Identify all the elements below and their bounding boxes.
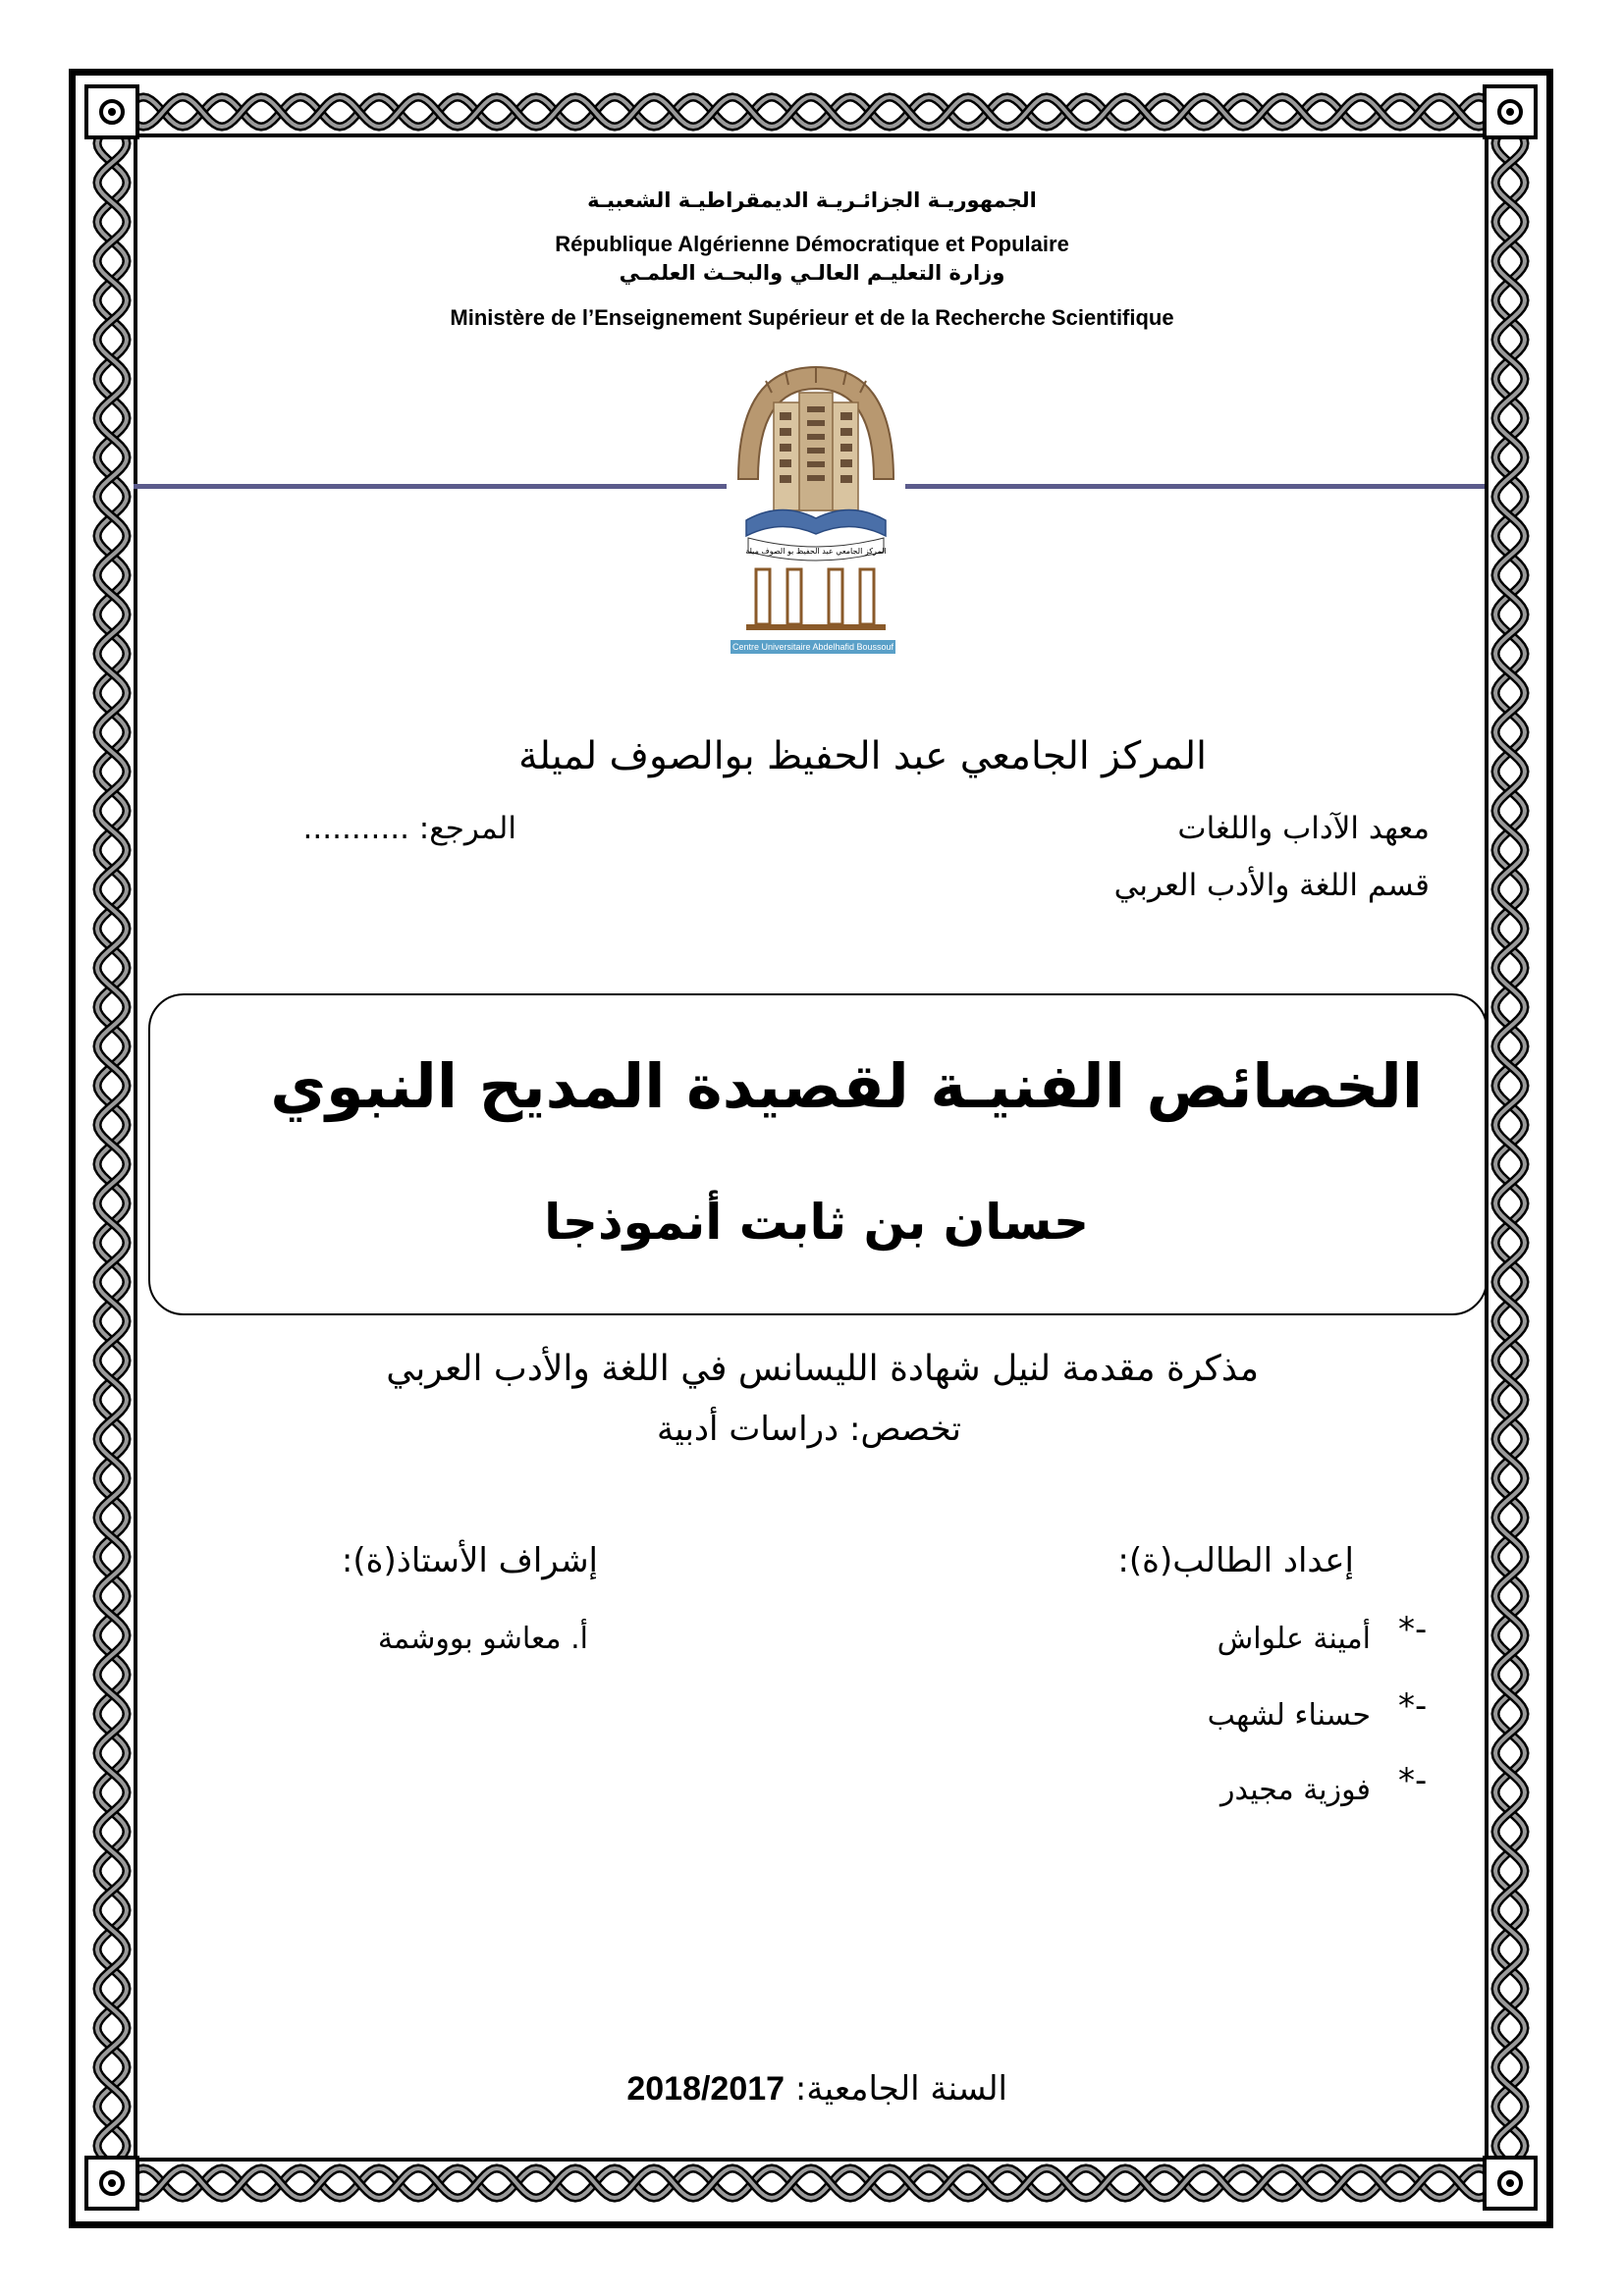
- decorative-border-bottom: [84, 2156, 1538, 2211]
- decorative-border-right: [1483, 84, 1538, 2211]
- logo-graphic: [727, 363, 905, 666]
- divider-left: [134, 484, 727, 489]
- student-bullet: *-: [1398, 1761, 1428, 1800]
- academic-year: [626, 2069, 1007, 2109]
- logo-arabic-banner: المركز الجامعي عبد الحفيظ بو الصوف ميلة: [745, 547, 887, 556]
- thesis-title: الخصائص الفنيـة لقصيدة المديح النبوي: [270, 1050, 1423, 1122]
- department-name: قسم اللغة والأدب العربي: [1113, 868, 1430, 903]
- academic-year-label: السنة الجامعية:: [794, 2069, 1007, 2109]
- corner-ornament-top-right: [1483, 84, 1538, 139]
- ministry-french: Ministère de l’Enseignement Supérieur et de la Recherche Scientifique: [450, 305, 1174, 330]
- center-name: المركز الجامعي عبد الحفيظ بوالصوف لميلة: [518, 734, 1207, 778]
- thesis-specialty: تخصص: دراسات أدبية: [656, 1410, 961, 1449]
- republic-french: République Algérienne Démocratique et Populaire: [555, 232, 1069, 256]
- ministry-arabic: وزارة التعليـم العالـي والبحـث العلمـي: [619, 261, 1005, 285]
- student-name: حسناء لشهب: [1207, 1698, 1371, 1733]
- supervisor-heading: إشراف الأستاذ(ة):: [341, 1541, 598, 1580]
- university-logo: [727, 363, 905, 666]
- academic-year-value: 2018/2017: [626, 2070, 785, 2108]
- student-bullet: *-: [1398, 1686, 1428, 1726]
- corner-ornament-bottom-right: [1483, 2156, 1538, 2211]
- thesis-purpose: مذكرة مقدمة لنيل شهادة الليسانس في اللغة والأدب العربي: [386, 1349, 1259, 1389]
- thesis-title-box: [148, 993, 1488, 1315]
- corner-ornament-top-left: [84, 84, 139, 139]
- reference-number: المرجع: ...........: [302, 811, 516, 846]
- supervisor-name: أ. معاشو بووشمة: [377, 1622, 588, 1656]
- logo-caption: Centre Universitaire Abdelhafid Boussouf Mila: [731, 642, 894, 666]
- divider-right: [905, 484, 1485, 489]
- decorative-border-left: [84, 84, 139, 2211]
- thesis-subtitle: حسان بن ثابت أنموذجا: [544, 1194, 1089, 1251]
- decorative-border-top: [84, 84, 1538, 139]
- student-name: أمينة علواش: [1217, 1622, 1371, 1656]
- corner-ornament-bottom-left: [84, 2156, 139, 2211]
- students-heading: إعداد الطالب(ة):: [1117, 1541, 1354, 1580]
- republic-arabic: الجمهوريـة الجزائـريـة الديمقراطيـة الشعبيـة: [587, 188, 1037, 212]
- student-bullet: *-: [1398, 1610, 1428, 1649]
- student-name: فوزية مجيدر: [1219, 1773, 1371, 1807]
- institute-name: معهد الآداب واللغات: [1177, 811, 1430, 846]
